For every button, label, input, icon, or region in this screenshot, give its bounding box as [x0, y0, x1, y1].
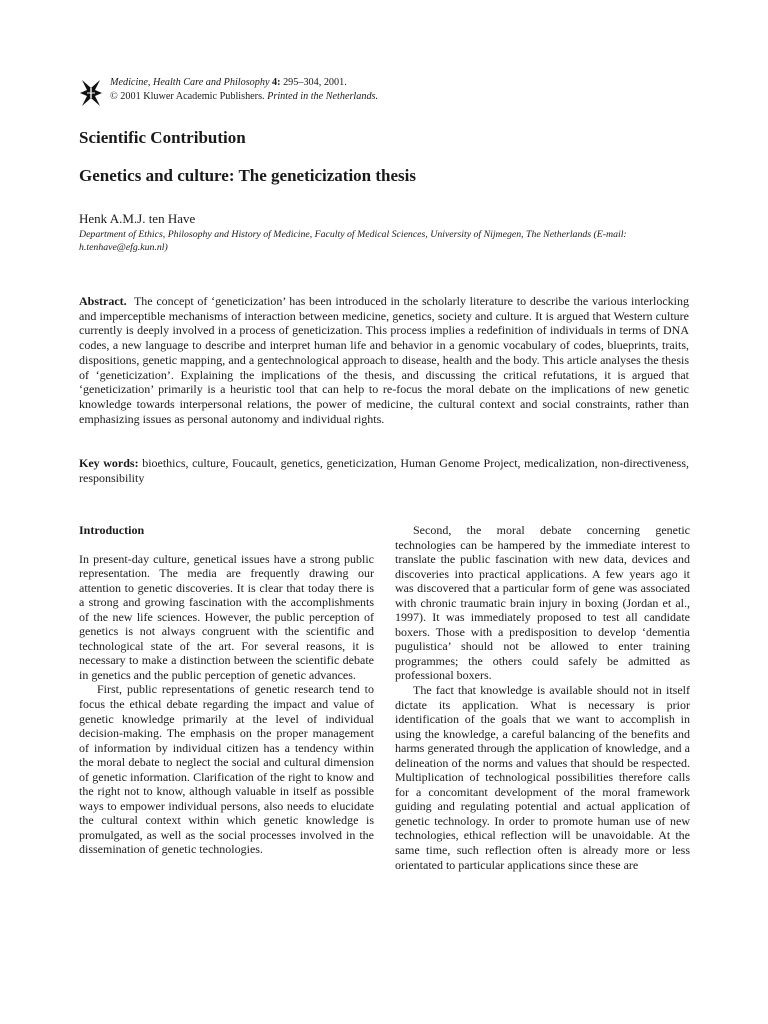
journal-volume: 4: — [272, 77, 281, 88]
left-column — [79, 523, 374, 857]
keywords-text: bioethics, culture, Foucault, genetics, geneticization, Human Genome Project, medicalization, non-directiveness, responsibility — [79, 456, 689, 485]
paragraph-1: In present-day culture, genetical issues have a strong public representation. The media are frequently drawing our attention to genetic discoveries. It is clear that today there is a strong and growing fascination with the accomplishments of the new life sciences. However, the public perception of genetics is not always congruent with the scientific and technological state of the art. For several reasons, it is necessary to make a distinction between the scientific debate in genetics and the public perception of genetic advances. — [79, 551, 374, 682]
paragraph-2: First, public representations of genetic research tend to focus the ethical debate regarding the impact and value of genetic knowledge primarily at the level of individual decision-making. The emphasis on the proper management of information by individual citizen has a tendency within the moral debate to neglect the social and cultural dimension of genetic information. Clarification of the right to know and the right not to know, although valuable in itself as possible ways to empower individual persons, also needs to elucidate the cultural context within which genetic knowledge is promulgated, as well as the social processes involved in the dissemination of genetic technologies. — [79, 682, 374, 857]
keywords — [79, 456, 689, 485]
journal-name: Medicine, Health Care and Philosophy — [110, 77, 270, 88]
keywords-label: Key words: — [79, 456, 139, 470]
journal-header — [79, 76, 378, 108]
printed-line: Printed in the Netherlands. — [267, 90, 379, 102]
introduction-heading: Introduction — [79, 523, 145, 537]
section-type-heading: Scientific Contribution — [79, 128, 246, 147]
right-column — [395, 523, 690, 872]
paragraph-4: The fact that knowledge is available should not in itself dictate its application. What is necessary is prior identification of the goals that we want to accomplish in using the knowledge, a careful balancing of the benefits and harms generated through the application of knowledge, and a delineation of the norms and values that should be respected. Multiplication of technological possibilities therefore calls for a concomitant development of the moral framework guiding and regulating potential and actual application of genetic technology. In order to promote human use of new technologies, ethical reflection will be unavoidable. At the same time, such reflection often is already more or less orientated to particular applications since these are — [395, 683, 690, 872]
journal-citation — [110, 76, 378, 103]
author-name: Henk A.M.J. ten Have — [79, 211, 196, 226]
author-affiliation: Department of Ethics, Philosophy and History of Medicine, Faculty of Medical Sciences, University of Nijmegen, The Netherlands (E-mail: h.tenhave@efg.kun.nl) — [79, 229, 627, 253]
abstract-text: The concept of ‘geneticization’ has been introduced in the scholarly literature to describe the various interlocking and imperceptible mechanisms of interaction between medicine, genetics, society and culture. It is argued that Western culture currently is deeply involved in a process of geneticization. This process implies a redefinition of individuals in terms of DNA codes, a new language to describe and interpret human life and behavior in a genomic vocabulary of codes, blueprints, traits, dispositions, genetic mapping, and a gentechnological approach to disease, health and the body. This article analyses the thesis of ‘geneticization’. Explaining the implications of the thesis, and discussing the critical refutations, it is argued that ‘geneticization’ primarily is a heuristic tool that can help to re-focus the moral debate on the implications of new genetic knowledge towards interpersonal relations, the power of medicine, the cultural context and social constraints, rather than emphasizing issues as personal autonomy and individual rights. — [79, 294, 689, 426]
abstract — [79, 294, 689, 426]
paragraph-3: Second, the moral debate concerning genetic technologies can be hampered by the immediate interest to translate the public fascination with new data, devices and discoveries into practical applications. A few years ago it was discovered that a particular form of gene was associated with chronic traumatic brain injury in boxing (Jordan et al., 1997). It was immediately proposed to test all candidate boxers. Those with a predisposition to develop ‘dementia pugulistica’ should not be allowed to enter training programmes; the others could safely be admitted as professional boxers. — [395, 523, 690, 683]
journal-pages-year: 295–304, 2001. — [283, 77, 347, 88]
abstract-label: Abstract. — [79, 294, 127, 308]
copyright-line: © 2001 Kluwer Academic Publishers. — [110, 90, 265, 102]
article-title: Genetics and culture: The geneticization thesis — [79, 166, 416, 185]
kluwer-publisher-logo — [79, 78, 103, 108]
